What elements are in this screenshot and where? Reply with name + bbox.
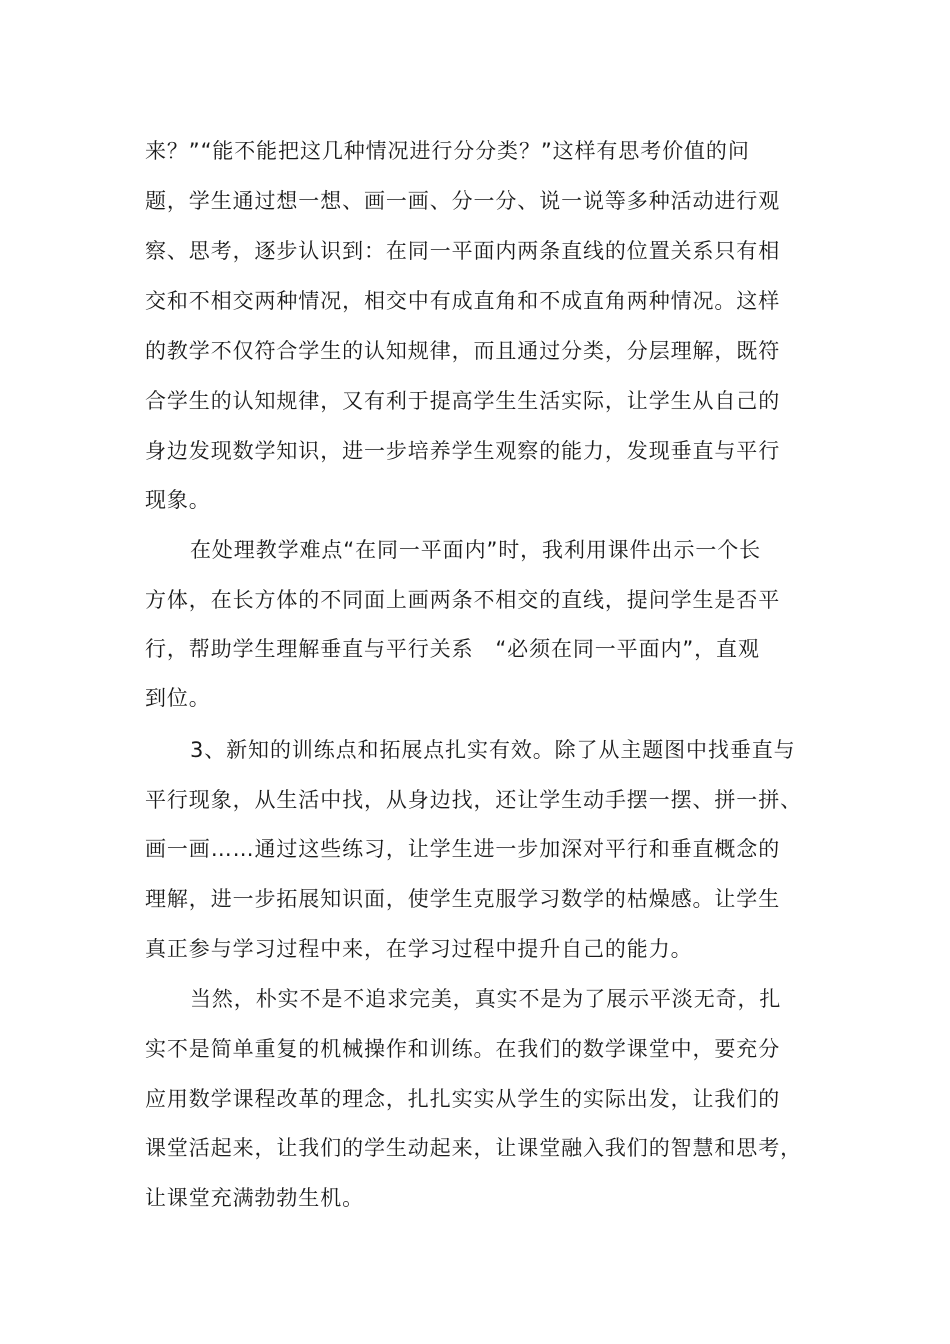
text-line: 课堂活起来，让我们的学生动起来，让课堂融入我们的智慧和思考， bbox=[145, 1136, 802, 1160]
text-line: 行，帮助学生理解垂直与平行关系 “必须在同一平面内”，直观 bbox=[145, 637, 760, 661]
text-line: 实不是简单重复的机械操作和训练。在我们的数学课堂中，要充分 bbox=[145, 1037, 781, 1061]
text-line: 现象。 bbox=[145, 488, 211, 512]
text-line: 画一画……通过这些练习，让学生进一步加深对平行和垂直概念的 bbox=[145, 837, 781, 861]
text-line: 平行现象，从生活中找，从身边找，还让学生动手摆一摆、拼一拼、 bbox=[145, 788, 802, 812]
text-line: 方体，在长方体的不同面上画两条不相交的直线，提问学生是否平 bbox=[145, 588, 781, 612]
text-line: 让课堂充满勃勃生机。 bbox=[145, 1186, 364, 1210]
text-line: 的教学不仅符合学生的认知规律，而且通过分类，分层理解，既符 bbox=[145, 339, 781, 363]
text-line: 理解，进一步拓展知识面，使学生克服学习数学的枯燥感。让学生 bbox=[145, 887, 781, 911]
paragraph-first-line: 在处理教学难点“在同一平面内”时，我利用课件出示一个长 bbox=[190, 538, 762, 562]
text-line: 身边发现数学知识，进一步培养学生观察的能力，发现垂直与平行 bbox=[145, 439, 781, 463]
text-line: 应用数学课程改革的理念，扎扎实实从学生的实际出发，让我们的 bbox=[145, 1087, 781, 1111]
text-line: 题，学生通过想一想、画一画、分一分、说一说等多种活动进行观 bbox=[145, 189, 781, 213]
text-line: 交和不相交两种情况，相交中有成直角和不成直角两种情况。这样 bbox=[145, 289, 781, 313]
text-line: 到位。 bbox=[145, 686, 211, 710]
text-line: 真正参与学习过程中来，在学习过程中提升自己的能力。 bbox=[145, 937, 693, 961]
text-line: 合学生的认知规律，又有利于提高学生生活实际，让学生从自己的 bbox=[145, 389, 781, 413]
paragraph-first-line: 3、新知的训练点和拓展点扎实有效。除了从主题图中找垂直与 bbox=[190, 738, 796, 762]
paragraph-first-line: 当然，朴实不是不追求完美，真实不是为了展示平淡无奇，扎 bbox=[190, 987, 782, 1011]
text-line: 察、思考，逐步认识到：在同一平面内两条直线的位置关系只有相 bbox=[145, 239, 781, 263]
text-line: 来？”“能不能把这几种情况进行分分类？”这样有思考价值的问 bbox=[145, 139, 750, 163]
